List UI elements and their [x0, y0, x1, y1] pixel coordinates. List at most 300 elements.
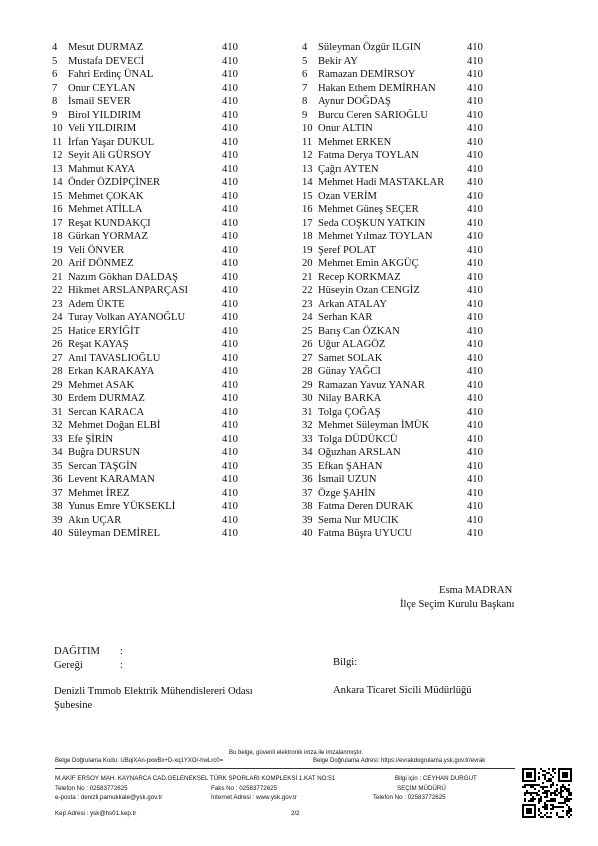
candidate-value: 410: [467, 312, 483, 323]
candidate-name: Buğra DURSUN: [68, 447, 141, 458]
list-item: [302, 379, 542, 393]
list-item: [302, 514, 542, 528]
candidate-value: 410: [222, 447, 238, 458]
item-number: 38: [52, 501, 63, 512]
bilgi-label: Bilgi:: [333, 657, 358, 668]
candidate-value: 410: [467, 271, 483, 283]
candidate-name: Mehmet Doğan ELBİ: [68, 420, 161, 431]
candidate-value: 410: [222, 298, 238, 310]
candidate-name: Akın UÇAR: [68, 514, 122, 526]
candidate-name: Erkan KARAKAYA: [68, 366, 155, 377]
item-number: 40: [52, 528, 63, 539]
list-item: [302, 419, 542, 433]
candidate-name: Bekir AY: [318, 55, 358, 67]
list-item: [52, 392, 292, 406]
candidate-name: Süleyman DEMİREL: [68, 528, 161, 539]
email[interactable]: e-posta : denizli.pamukkale@ysk.gov.tr: [55, 794, 163, 801]
candidate-name: Levent KARAMAN: [68, 474, 155, 485]
candidate-value: 410: [222, 258, 238, 269]
candidate-name: Reşat KUNDAKÇI: [68, 217, 151, 229]
candidate-name: Mehmet Hadi MASTAKLAR: [318, 177, 445, 188]
distribution-block: [54, 645, 123, 673]
address: M.AKİF ERSOY MAH. KAYNARCA CAD.GELENEKSEL TÜRK SPORLARI KOMPLEKSİ 1.KAT NO:51: [55, 775, 336, 782]
candidate-name: Hakan Ethem DEMİRHAN: [318, 82, 436, 94]
item-number: 21: [302, 271, 313, 283]
item-number: 39: [52, 514, 63, 526]
list-item: [302, 109, 542, 123]
item-number: 12: [52, 150, 63, 161]
list-item: [52, 311, 292, 325]
item-number: 16: [302, 204, 313, 215]
candidate-name: Hatice ERYİĞİT: [68, 325, 141, 337]
candidate-name: Onur CEYLAN: [68, 82, 136, 94]
candidate-name: Süleyman Özgür ILGIN: [318, 42, 421, 53]
candidate-name: Nilay BARKA: [318, 393, 382, 404]
candidate-value: 410: [467, 69, 483, 80]
candidate-value: 410: [222, 420, 238, 431]
candidate-value: 410: [222, 42, 238, 53]
item-number: 23: [302, 298, 313, 310]
candidate-value: 410: [467, 406, 483, 418]
list-item: [52, 419, 292, 433]
candidate-name: Arif DÖNMEZ: [68, 258, 134, 269]
item-number: 28: [302, 366, 313, 377]
item-number: 36: [302, 474, 313, 485]
item-number: 18: [52, 231, 63, 242]
candidate-name: Mehmet ATİLLA: [68, 204, 143, 215]
candidate-name: Reşat KAYAŞ: [68, 339, 129, 350]
candidate-value: 410: [467, 177, 483, 188]
item-number: 35: [302, 460, 313, 472]
item-number: 6: [52, 69, 58, 80]
verification-code: Belge Doğrulama Kodu: UBqiXAn-pxwBx+D-xq1YXO/-hwLrc0=: [55, 758, 224, 764]
candidate-value: 410: [222, 177, 238, 188]
candidate-name: Adem ÜKTE: [68, 298, 125, 310]
item-number: 40: [302, 528, 313, 539]
item-number: 20: [52, 258, 63, 269]
phone-2: Telefon No : 02583772625: [373, 794, 446, 801]
item-number: 25: [52, 325, 63, 337]
list-item: [302, 82, 542, 96]
signer-title: İlçe Seçim Kurulu Başkanı: [400, 598, 515, 610]
list-item: [302, 230, 542, 244]
list-item: [52, 352, 292, 366]
list-item: [52, 55, 292, 69]
candidate-value: 410: [467, 447, 483, 458]
list-item: [52, 230, 292, 244]
item-number: 31: [302, 406, 313, 418]
list-item: [52, 203, 292, 217]
candidate-name: Mustafa DEVECİ: [68, 55, 145, 67]
candidate-value: 410: [222, 96, 238, 107]
list-item: [52, 176, 292, 190]
candidate-value: 410: [222, 339, 238, 350]
list-item: [302, 406, 542, 420]
page-number: 2/2: [291, 809, 300, 817]
candidate-name: İrfan Yaşar DUKUL: [68, 136, 155, 148]
item-number: 6: [302, 69, 308, 80]
list-item: [302, 473, 542, 487]
fax: Faks No : 02583772625: [211, 784, 278, 792]
list-item: [52, 271, 292, 285]
candidate-name: Fatma Büşra UYUCU: [318, 528, 413, 539]
candidate-value: 410: [467, 460, 483, 472]
candidate-name: Nazım Gökhan DALDAŞ: [68, 271, 179, 283]
candidate-value: 410: [467, 366, 483, 377]
list-item: [302, 55, 542, 69]
candidate-value: 410: [467, 258, 483, 269]
item-number: 33: [302, 433, 313, 445]
item-number: 8: [302, 96, 308, 107]
list-item: [302, 176, 542, 190]
candidate-value: 410: [222, 123, 238, 134]
candidate-name: Barış Can ÖZKAN: [318, 325, 400, 337]
item-number: 32: [302, 420, 313, 431]
candidate-name: Arkan ATALAY: [318, 298, 388, 310]
item-number: 17: [52, 217, 63, 229]
candidate-name: Uğur ALAGÖZ: [318, 339, 386, 350]
candidate-name: Hüseyin Ozan CENGİZ: [318, 285, 420, 296]
item-number: 29: [302, 379, 313, 391]
candidate-value: 410: [222, 244, 238, 256]
candidate-value: 410: [467, 298, 483, 310]
item-number: 4: [52, 42, 58, 53]
candidate-value: 410: [222, 163, 238, 175]
item-number: 13: [52, 163, 63, 175]
list-item: [52, 325, 292, 339]
candidate-name: Mehmet Emin AKGÜÇ: [318, 258, 419, 269]
candidate-value: 410: [222, 82, 238, 94]
list-item: [52, 460, 292, 474]
list-item: [302, 352, 542, 366]
item-number: 23: [52, 298, 63, 310]
list-item: [52, 446, 292, 460]
candidate-value: 410: [467, 433, 483, 445]
list-item: [52, 365, 292, 379]
candidate-name: Ramazan Yavuz YANAR: [318, 379, 426, 391]
candidate-name: Tolga ÇOĞAŞ: [318, 406, 381, 418]
item-number: 7: [302, 82, 308, 94]
candidate-value: 410: [467, 501, 483, 512]
phone: Telefon No : 02583772625: [55, 784, 128, 792]
item-number: 20: [302, 258, 313, 269]
list-item: [52, 41, 292, 55]
list-item: [52, 379, 292, 393]
website[interactable]: İnternet Adresi : www.ysk.gov.tr: [211, 794, 297, 801]
candidate-name: Seyit Ali GÜRSOY: [68, 150, 152, 161]
gereği-recipient: Denizli Tmmob Elektrik Mühendislereri Odası Şubesine: [54, 686, 253, 711]
item-number: 12: [302, 150, 313, 161]
item-number: 33: [52, 433, 63, 445]
list-item: [302, 190, 542, 204]
list-item: [302, 284, 542, 298]
candidate-value: 410: [467, 474, 483, 485]
right-candidate-list: [302, 41, 542, 541]
candidate-value: 410: [222, 271, 238, 283]
list-item: [52, 95, 292, 109]
candidate-value: 410: [222, 393, 238, 404]
candidate-value: 410: [222, 55, 238, 67]
list-item: [52, 338, 292, 352]
list-item: [52, 298, 292, 312]
item-number: 37: [52, 487, 63, 499]
item-number: 32: [52, 420, 63, 431]
candidate-name: Erdem DURMAZ: [68, 393, 145, 404]
candidate-name: Mehmet Güneş SEÇER: [318, 204, 419, 215]
list-item: [302, 149, 542, 163]
item-number: 26: [302, 339, 313, 350]
list-item: [52, 244, 292, 258]
candidate-name: Özge ŞAHİN: [318, 487, 376, 499]
item-number: 22: [52, 285, 63, 296]
candidate-value: 410: [467, 352, 483, 364]
candidate-value: 410: [222, 285, 238, 296]
candidate-value: 410: [467, 420, 483, 431]
candidate-value: 410: [222, 217, 238, 229]
candidate-name: Mehmet Yılmaz TOYLAN: [318, 231, 433, 242]
candidate-value: 410: [467, 379, 483, 391]
candidate-name: Burcu Ceren SARIOĞLU: [318, 109, 429, 121]
list-item: [302, 527, 542, 541]
list-item: [302, 122, 542, 136]
item-number: 38: [302, 501, 313, 512]
item-number: 13: [302, 163, 313, 175]
list-item: [302, 365, 542, 379]
kep-address: Kep Adresi : ysk@hs01.kep.tr: [55, 809, 137, 817]
candidate-value: 410: [222, 406, 238, 418]
item-number: 21: [52, 271, 63, 283]
candidate-name: Günay YAĞCI: [318, 366, 381, 377]
candidate-value: 410: [467, 136, 483, 148]
item-number: 9: [302, 109, 308, 121]
candidate-value: 410: [467, 204, 483, 215]
item-number: 35: [52, 460, 63, 472]
item-number: 28: [52, 366, 63, 377]
candidate-value: 410: [222, 352, 238, 364]
item-number: 19: [52, 244, 63, 256]
candidate-value: 410: [467, 55, 483, 67]
candidate-value: 410: [222, 528, 238, 539]
candidate-value: 410: [222, 231, 238, 242]
candidate-value: 410: [222, 69, 238, 80]
colon: :: [120, 660, 123, 671]
item-number: 25: [302, 325, 313, 337]
list-item: [302, 392, 542, 406]
candidate-value: 410: [467, 244, 483, 256]
item-number: 10: [302, 123, 313, 134]
candidate-value: 410: [222, 379, 238, 391]
item-number: 5: [302, 55, 308, 67]
item-number: 8: [52, 96, 58, 107]
candidate-value: 410: [222, 325, 238, 337]
list-item: [52, 487, 292, 501]
verification-address[interactable]: Belge Doğrulama Adresi: https://evrakdogrulama.ysk.gov.tr/evrak: [313, 758, 486, 764]
list-item: [302, 203, 542, 217]
item-number: 22: [302, 285, 313, 296]
item-number: 37: [302, 487, 313, 499]
candidate-value: 410: [467, 393, 483, 404]
list-item: [302, 163, 542, 177]
list-item: [52, 473, 292, 487]
candidate-value: 410: [222, 501, 238, 512]
candidate-name: Şeref POLAT: [318, 244, 376, 256]
candidate-name: Mahmut KAYA: [68, 163, 136, 175]
candidate-name: Mesut DURMAZ: [68, 42, 144, 53]
gereği-label: Gereği: [54, 660, 83, 671]
candidate-name: Veli YILDIRIM: [68, 123, 137, 134]
list-item: [52, 149, 292, 163]
item-number: 9: [52, 109, 58, 121]
candidate-name: İsmail SEVER: [68, 96, 131, 107]
candidate-name: Sercan TAŞGİN: [68, 460, 138, 472]
candidate-value: 410: [222, 460, 238, 472]
candidate-value: 410: [222, 474, 238, 485]
candidate-name: Recep KORKMAZ: [318, 271, 401, 283]
item-number: 24: [52, 312, 63, 323]
candidate-value: 410: [222, 109, 238, 121]
list-item: [302, 271, 542, 285]
candidate-value: 410: [467, 96, 483, 107]
candidate-name: Mehmet İREZ: [68, 487, 130, 499]
candidate-name: Fatma Deren DURAK: [318, 501, 414, 512]
list-item: [52, 136, 292, 150]
list-item: [302, 95, 542, 109]
candidate-name: Mehmet ASAK: [68, 379, 135, 391]
item-number: 34: [302, 447, 313, 458]
candidate-value: 410: [222, 514, 238, 526]
candidate-value: 410: [467, 82, 483, 94]
list-item: [52, 82, 292, 96]
list-item: [302, 136, 542, 150]
signature-block: [400, 584, 514, 611]
candidate-name: Fahri Erdinç ÜNAL: [68, 69, 154, 80]
candidate-name: Çağrı AYTEN: [318, 163, 379, 175]
candidate-name: Birol YILDIRIM: [68, 109, 141, 121]
list-item: [52, 406, 292, 420]
footer: [55, 774, 515, 818]
item-number: 26: [52, 339, 63, 350]
candidate-name: Efe ŞİRİN: [68, 433, 114, 445]
list-item: [302, 500, 542, 514]
list-item: [302, 487, 542, 501]
item-number: 14: [52, 177, 63, 188]
candidate-value: 410: [222, 190, 238, 202]
candidate-value: 410: [467, 325, 483, 337]
item-number: 7: [52, 82, 58, 94]
item-number: 27: [302, 352, 313, 364]
candidate-value: 410: [467, 150, 483, 161]
list-item: [302, 433, 542, 447]
candidate-name: Anıl TAVASLIOĞLU: [68, 352, 161, 364]
candidate-value: 410: [467, 42, 483, 53]
candidate-name: Fatma Derya TOYLAN: [318, 150, 419, 161]
contact-person: Bilgi için : CEYHAN DURGUT: [395, 775, 477, 782]
list-item: [302, 338, 542, 352]
list-item: [52, 500, 292, 514]
list-item: [302, 460, 542, 474]
candidate-name: Önder ÖZDİPÇİNER: [68, 177, 161, 188]
candidate-name: Seda COŞKUN YATKIN: [318, 217, 426, 229]
candidate-name: Samet SOLAK: [318, 352, 383, 364]
candidate-value: 410: [467, 528, 483, 539]
item-number: 11: [52, 136, 63, 148]
list-item: [52, 284, 292, 298]
item-number: 36: [52, 474, 63, 485]
bilgi-recipient: Ankara Ticaret Sicili Müdürlüğü: [333, 685, 472, 696]
qr-code: [522, 768, 572, 818]
candidate-value: 410: [467, 190, 483, 202]
candidate-value: 410: [222, 487, 238, 499]
item-number: 31: [52, 406, 63, 418]
candidate-value: 410: [467, 109, 483, 121]
distribution-label: DAĞITIM: [54, 646, 100, 657]
candidate-value: 410: [222, 433, 238, 445]
item-number: 30: [302, 393, 313, 404]
candidate-value: 410: [222, 150, 238, 161]
list-item: [302, 311, 542, 325]
candidate-value: 410: [467, 217, 483, 229]
candidate-name: Veli ÖNVER: [68, 244, 125, 256]
item-number: 15: [52, 190, 63, 202]
list-item: [302, 217, 542, 231]
candidate-value: 410: [467, 487, 483, 499]
list-item: [52, 190, 292, 204]
item-number: 4: [302, 42, 308, 53]
item-number: 18: [302, 231, 313, 242]
list-item: [52, 122, 292, 136]
list-item: [52, 163, 292, 177]
candidate-name: Mehmet ÇOKAK: [68, 190, 144, 202]
candidate-name: Ozan VERİM: [318, 190, 377, 202]
verification-line: [55, 758, 515, 764]
candidate-name: Efkan ŞAHAN: [318, 460, 383, 472]
list-item: [302, 298, 542, 312]
candidate-value: 410: [222, 204, 238, 215]
list-item: [302, 244, 542, 258]
candidate-value: 410: [467, 514, 483, 526]
item-number: 15: [302, 190, 313, 202]
candidate-value: 410: [467, 285, 483, 296]
office-title: SEÇİM MÜDÜRÜ: [397, 784, 446, 792]
candidate-name: Serhan KAR: [318, 312, 373, 323]
candidate-name: Yunus Emre YÜKSEKLİ: [68, 501, 176, 512]
candidate-name: Onur ALTIN: [318, 123, 373, 134]
item-number: 34: [52, 447, 63, 458]
candidate-name: İsmail UZUN: [318, 474, 377, 485]
item-number: 5: [52, 55, 58, 67]
candidate-value: 410: [467, 231, 483, 242]
item-number: 17: [302, 217, 313, 229]
candidate-value: 410: [222, 136, 238, 148]
item-number: 29: [52, 379, 63, 391]
item-number: 27: [52, 352, 63, 364]
list-item: [52, 68, 292, 82]
esign-note: Bu belge, güvenli elektronik imza ile imzalanmıştır.: [229, 750, 364, 756]
item-number: 30: [52, 393, 63, 404]
list-item: [302, 257, 542, 271]
list-item: [52, 433, 292, 447]
signer-name: Esma MADRAN: [439, 585, 513, 596]
item-number: 11: [302, 136, 313, 148]
candidate-name: Mehmet Süleyman İMÜK: [318, 420, 430, 431]
candidate-value: 410: [467, 163, 483, 175]
item-number: 14: [302, 177, 313, 188]
list-item: [52, 217, 292, 231]
list-item: [302, 325, 542, 339]
list-item: [302, 68, 542, 82]
candidate-value: 410: [467, 339, 483, 350]
candidate-name: Gürkan YORMAZ: [68, 231, 148, 242]
